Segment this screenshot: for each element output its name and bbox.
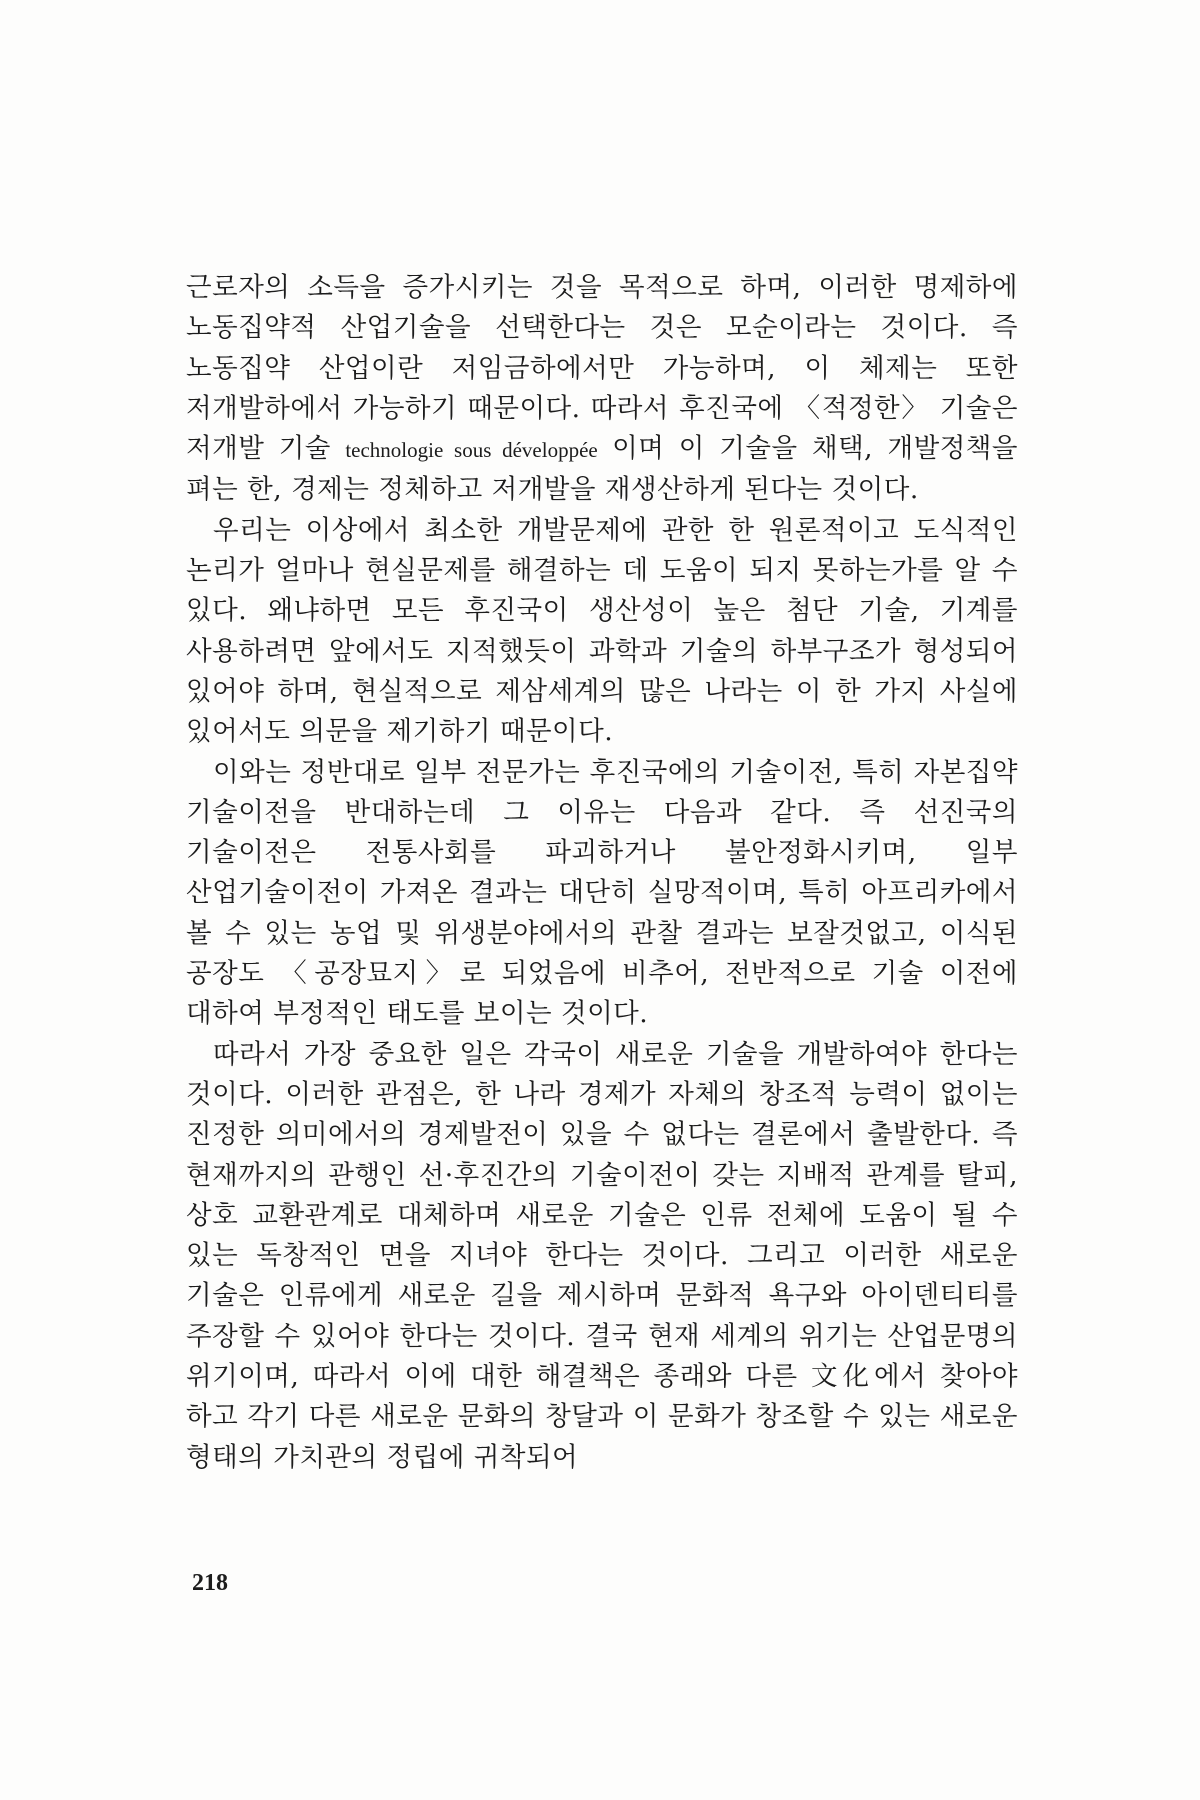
paragraph-4: 따라서 가장 중요한 일은 각국이 새로운 기술을 개발하여야 한다는 것이다. 이러한 관점은, 한 나라 경제가 자체의 창조적 능력이 없이는 진정한 의미에서의 경제발전이 있을 수 없다는 결론에서 출발한다. 즉 현재까지의 관행인 선·후진간의 기술이전이 갖는 지배적 관계를 탈피, 상호 교환관계로 대체하며 새로운 기술은 인류 전체에 도움이 될 수 있는 독창적인 면을 지녀야 한다는 것이다. 그리고 이러한 새로운 기술은 인류에게 새로운 길을 제시하며 문화적 욕구와 아이덴티티를 주장할 수 있어야 한다는 것이다. 결국 현재 세계의 위기는 산업문명의 위기이며, 따라서 이에 대한 해결책은 종래와 다른 文化에서 찾아야 하고 각기 다른 새로운 문화의 창달과 이 문화가 창조할 수 있는 새로운 형태의 가치관의 정립에 귀착되어 bbox=[186, 1038, 1018, 1473]
paragraph-1-after: 이며 이 기술을 채택, 개발정책을 펴는 한, 경제는 정체하고 저개발을 재생산하게 된다는 것이다. bbox=[186, 433, 1018, 506]
paragraph-3: 이와는 정반대로 일부 전문가는 후진국에의 기술이전, 특히 자본집약 기술이전을 반대하는데 그 이유는 다음과 같다. 즉 선진국의 기술이전은 전통사회를 파괴하거나 불안정화시키며, 일부 산업기술이전이 가져온 결과는 대단히 실망적이며, 특히 아프리카에서 볼 수 있는 농업 및 위생분야에서의 관찰 결과는 보잘것없고, 이식된 공장도 〈공장묘지〉로 되었음에 비추어, 전반적으로 기술 이전에 대하여 부정적인 태도를 보이는 것이다. bbox=[186, 756, 1018, 1030]
paragraph-1-before: 근로자의 소득을 증가시키는 것을 목적으로 하며, 이러한 명제하에 노동집약적 산업기술을 선택한다는 것은 모순이라는 것이다. 즉 노동집약 산업이란 저임금하에서만 가능하며, 이 체제는 또한 저개발하에서 가능하기 때문이다. 따라서 후진국에 〈적정한〉 기술은 저개발 기술 bbox=[186, 272, 1018, 465]
body-text bbox=[186, 268, 1018, 1478]
paragraph-2: 우리는 이상에서 최소한 개발문제에 관한 한 원론적이고 도식적인 논리가 얼마나 현실문제를 해결하는 데 도움이 되지 못하는가를 알 수 있다. 왜냐하면 모든 후진국이 생산성이 높은 첨단 기술, 기계를 사용하려면 앞에서도 지적했듯이 과학과 기술의 하부구조가 형성되어 있어야 하며, 현실적으로 제삼세계의 많은 나라는 이 한 가지 사실에 있어서도 의문을 제기하기 때문이다. bbox=[186, 514, 1018, 748]
paragraph-1 bbox=[186, 268, 1018, 511]
french-term: technologie sous développée bbox=[345, 438, 598, 463]
page-number: 218 bbox=[192, 1570, 228, 1596]
